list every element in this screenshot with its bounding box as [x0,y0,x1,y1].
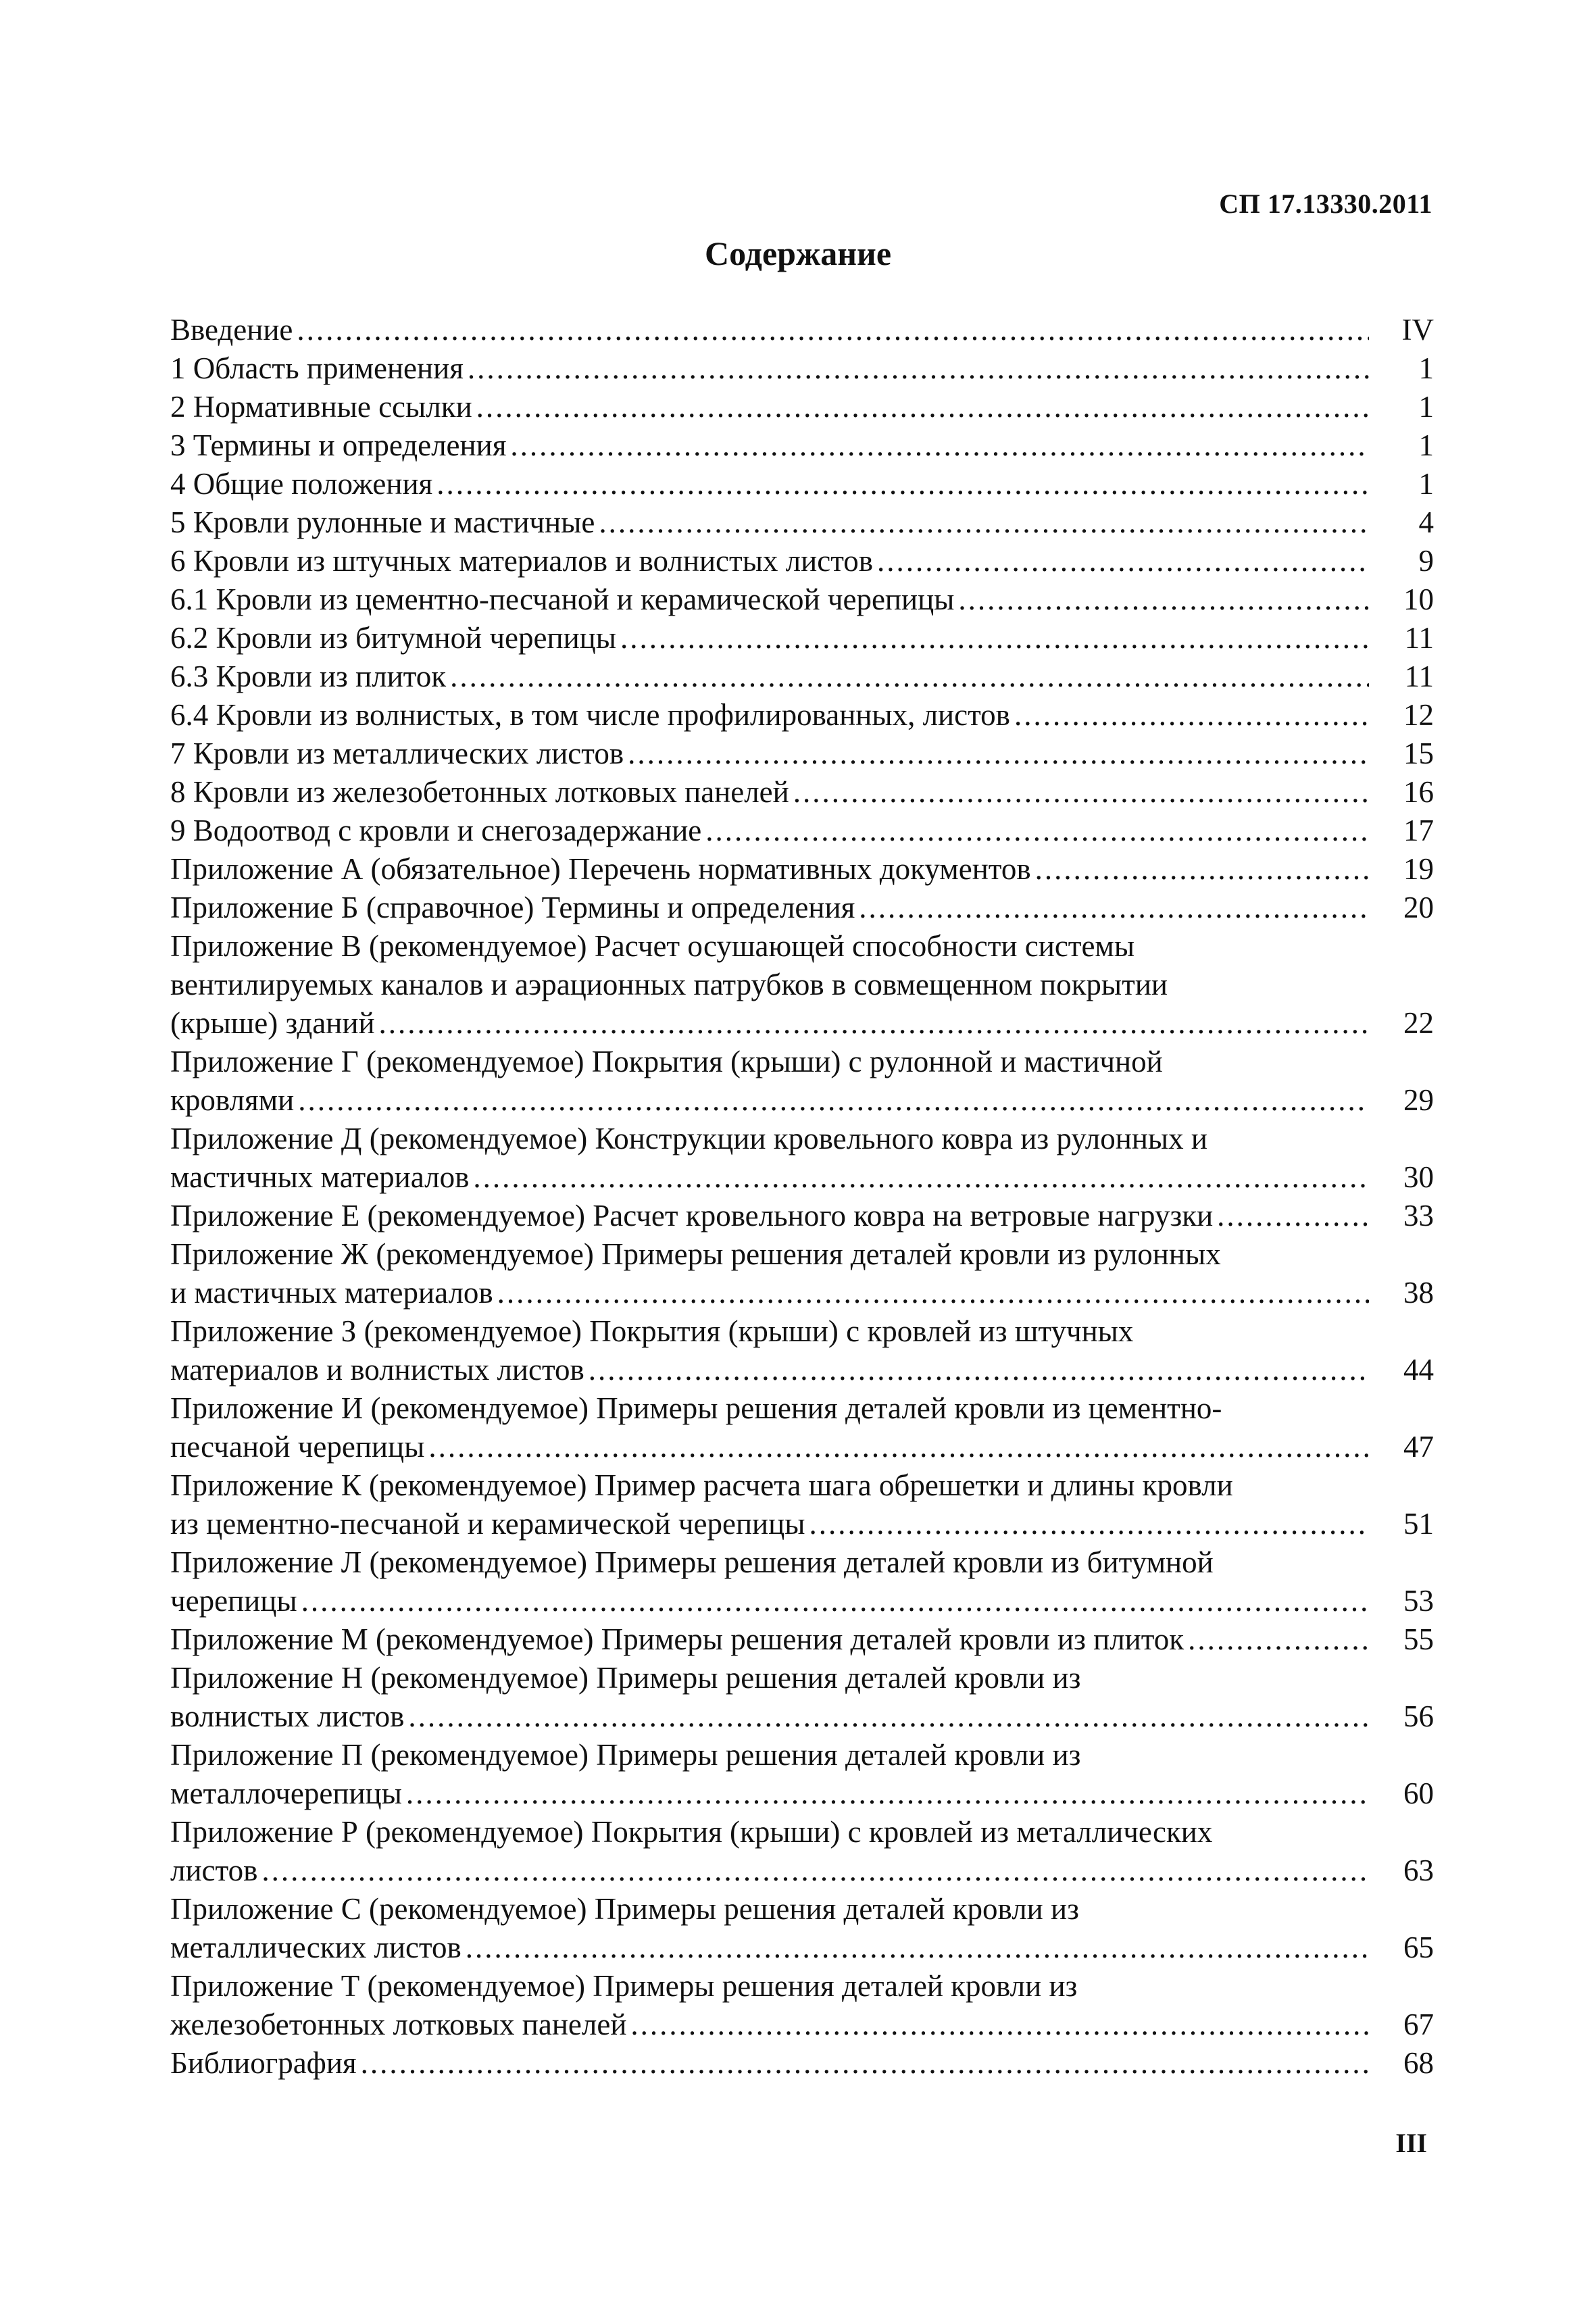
toc-entry-text: Введение [170,313,293,347]
toc-entry-text: и мастичных материалов [170,1276,493,1310]
toc-entry-text: 6.1 Кровли из цементно-песчаной и керамической черепицы [170,582,955,616]
table-of-contents [170,311,1434,2083]
toc-dot-leader [809,1505,1369,1543]
toc-entry-text: Приложение П (рекомендуемое) Примеры решения деталей кровли из [170,1738,1081,1772]
toc-dot-leader [301,1582,1369,1620]
toc-entry[interactable] [170,542,1434,580]
toc-dot-leader [261,1851,1369,1890]
toc-entry-text: вентилируемых каналов и аэрационных патрубков в совмещенном покрытии [170,968,1168,1001]
toc-entry-text: Приложение Е (рекомендуемое) Расчет кровельного ковра на ветровые нагрузки [170,1199,1214,1233]
toc-page-number: 19 [1403,852,1434,886]
toc-line [170,1928,1434,1967]
toc-page-number: 17 [1403,814,1434,847]
toc-entry-text: Приложение Д (рекомендуемое) Конструкции кровельного ковра из рулонных и [170,1122,1207,1155]
toc-entry-text: 5 Кровли рулонные и мастичные [170,505,595,539]
toc-entry[interactable] [170,2044,1434,2083]
toc-entry[interactable] [170,1389,1434,1466]
toc-line [170,696,1434,735]
toc-dot-leader [437,465,1369,503]
toc-page-number: 65 [1403,1931,1434,1964]
toc-dot-leader [510,426,1369,465]
toc-line [170,349,1434,388]
toc-entry-text: черепицы [170,1584,297,1618]
toc-entry-text: Приложение К (рекомендуемое) Пример расчета шага обрешетки и длины кровли [170,1468,1233,1502]
toc-entry-text: кровлями [170,1083,295,1117]
toc-line [170,1659,1434,1697]
toc-page-number: 68 [1403,2046,1434,2080]
toc-line [170,1389,1434,1428]
toc-page-number: 67 [1403,2008,1434,2041]
toc-dot-leader [497,1274,1369,1312]
toc-entry-text: 6 Кровли из штучных материалов и волнистых листов [170,544,874,578]
toc-entry-text: Приложение Т (рекомендуемое) Примеры решения деталей кровли из [170,1969,1078,2003]
toc-entry-text: Приложение И (рекомендуемое) Примеры решения деталей кровли из цементно- [170,1391,1222,1425]
toc-line [170,1004,1434,1043]
toc-dot-leader [705,812,1369,850]
toc-line [170,1312,1434,1351]
toc-page-number: 1 [1418,428,1434,462]
toc-entry-text: Приложение Ж (рекомендуемое) Примеры решения деталей кровли из рулонных [170,1237,1221,1271]
toc-line [170,1851,1434,1890]
toc-page-number: 55 [1403,1622,1434,1656]
toc-entry[interactable] [170,1736,1434,1813]
toc-line [170,465,1434,503]
toc-entry[interactable] [170,619,1434,657]
toc-page-number: 11 [1404,621,1434,655]
toc-line [170,657,1434,696]
toc-entry-text: песчаной черепицы [170,1430,425,1464]
toc-page-number: 29 [1403,1083,1434,1117]
toc-dot-leader [589,1351,1369,1389]
page-number: III [1395,2128,1427,2158]
toc-page-number: 60 [1403,1776,1434,1810]
toc-entry[interactable] [170,812,1434,850]
toc-entry-text: Приложение В (рекомендуемое) Расчет осушающей способности системы [170,929,1135,963]
toc-title: Содержание [704,234,892,272]
toc-page-number: 63 [1403,1853,1434,1887]
toc-line [170,1774,1434,1813]
toc-page-number: 22 [1403,1006,1434,1040]
toc-line [170,966,1434,1004]
toc-entry-text: материалов и волнистых листов [170,1353,584,1387]
toc-line [170,1081,1434,1120]
toc-entry-text: 1 Область применения [170,351,464,385]
toc-line [170,889,1434,927]
toc-entry[interactable] [170,426,1434,465]
toc-page-number: 10 [1403,582,1434,616]
toc-line [170,311,1434,349]
toc-dot-leader [428,1428,1369,1466]
toc-entry-text: Приложение Г (рекомендуемое) Покрытия (крыши) с рулонной и мастичной [170,1045,1163,1078]
toc-entry-text: 6.3 Кровли из плиток [170,659,447,693]
toc-dot-leader [628,735,1369,773]
toc-entry[interactable] [170,889,1434,927]
toc-dot-leader [630,2006,1369,2044]
toc-line [170,850,1434,889]
toc-line [170,735,1434,773]
toc-entry[interactable] [170,311,1434,349]
toc-entry[interactable] [170,735,1434,773]
toc-dot-leader [859,889,1369,927]
toc-line [170,1158,1434,1197]
toc-entry-text: (крыше) зданий [170,1006,375,1040]
toc-page-number: IV [1401,313,1434,347]
toc-entry-text: Приложение А (обязательное) Перечень нормативных документов [170,852,1031,886]
toc-line [170,1505,1434,1543]
toc-line [170,1428,1434,1466]
toc-entry-text: листов [170,1853,258,1887]
toc-entry-text: Приложение М (рекомендуемое) Примеры решения деталей кровли из плиток [170,1622,1184,1656]
toc-line [170,2044,1434,2083]
toc-line [170,542,1434,580]
toc-entry-text: Приложение Н (рекомендуемое) Примеры решения деталей кровли из [170,1661,1081,1695]
toc-line [170,1197,1434,1235]
toc-entry-text: 6.4 Кровли из волнистых, в том числе профилированных, листов [170,698,1010,732]
toc-entry[interactable] [170,1813,1434,1890]
toc-page-number: 11 [1404,659,1434,693]
toc-entry[interactable] [170,1120,1434,1197]
toc-dot-leader [473,1158,1369,1197]
toc-entry-text: мастичных материалов [170,1160,470,1194]
toc-entry[interactable] [170,927,1434,1043]
toc-page-number: 30 [1403,1160,1434,1194]
toc-line [170,1466,1434,1505]
toc-entry-text: железобетонных лотковых панелей [170,2008,627,2041]
toc-dot-leader [379,1004,1369,1043]
toc-page-number: 20 [1403,891,1434,924]
toc-entry[interactable] [170,1197,1434,1235]
toc-page-number: 38 [1403,1276,1434,1310]
toc-entry[interactable] [170,696,1434,735]
toc-dot-leader [408,1697,1369,1736]
toc-dot-leader [468,349,1369,388]
toc-entry-text: металлочерепицы [170,1776,402,1810]
toc-page-number: 1 [1418,467,1434,501]
toc-line [170,503,1434,542]
toc-dot-leader [297,311,1369,349]
toc-page-number: 44 [1403,1353,1434,1387]
toc-entry-text: 6.2 Кровли из битумной черепицы [170,621,616,655]
toc-entry-text: 2 Нормативные ссылки [170,390,472,424]
toc-page-number: 9 [1418,544,1434,578]
toc-line [170,1120,1434,1158]
toc-line [170,1235,1434,1274]
toc-entry-text: 9 Водоотвод с кровли и снегозадержание [170,814,702,847]
toc-line [170,1582,1434,1620]
toc-line [170,2006,1434,2044]
toc-entry[interactable] [170,773,1434,812]
toc-dot-leader [793,773,1369,812]
toc-page-number: 1 [1418,351,1434,385]
toc-entry[interactable] [170,1620,1434,1659]
toc-entry[interactable] [170,1466,1434,1543]
toc-entry-text: Приложение Л (рекомендуемое) Примеры решения деталей кровли из битумной [170,1545,1214,1579]
toc-line [170,388,1434,426]
toc-entry-text: Приложение Б (справочное) Термины и определения [170,891,855,924]
toc-line [170,1890,1434,1928]
toc-page-number: 47 [1403,1430,1434,1464]
toc-entry[interactable] [170,1967,1434,2044]
document-code: СП 17.13330.2011 [1219,189,1432,219]
toc-entry[interactable] [170,1312,1434,1389]
toc-dot-leader [599,503,1369,542]
toc-entry-text: Библиография [170,2046,357,2080]
toc-page-number: 51 [1403,1507,1434,1541]
toc-entry-text: 3 Термины и определения [170,428,507,462]
toc-line [170,1274,1434,1312]
toc-entry[interactable] [170,1543,1434,1620]
toc-dot-leader [1035,850,1369,889]
toc-line [170,927,1434,966]
toc-dot-leader [620,619,1369,657]
toc-entry-text: волнистых листов [170,1699,405,1733]
toc-line [170,1543,1434,1582]
toc-dot-leader [361,2044,1369,2083]
toc-entry[interactable] [170,503,1434,542]
toc-dot-leader [450,657,1369,696]
toc-page-number: 16 [1403,775,1434,809]
toc-line [170,773,1434,812]
toc-line [170,1351,1434,1389]
toc-line [170,426,1434,465]
toc-page-number: 4 [1418,505,1434,539]
toc-entry-text: Приложение З (рекомендуемое) Покрытия (крыши) с кровлей из штучных [170,1314,1134,1348]
toc-dot-leader [1188,1620,1369,1659]
toc-entry[interactable] [170,850,1434,889]
toc-dot-leader [877,542,1369,580]
toc-dot-leader [1217,1197,1369,1235]
toc-entry-text: из цементно-песчаной и керамической черепицы [170,1507,805,1541]
toc-line [170,1620,1434,1659]
toc-entry[interactable] [170,349,1434,388]
toc-page-number: 12 [1403,698,1434,732]
toc-page-number: 56 [1403,1699,1434,1733]
toc-page-number: 53 [1403,1584,1434,1618]
toc-dot-leader [958,580,1369,619]
toc-page-number: 15 [1403,737,1434,770]
toc-page-number: 33 [1403,1199,1434,1233]
toc-entry-text: 7 Кровли из металлических листов [170,737,624,770]
toc-dot-leader [1014,696,1369,735]
toc-dot-leader [406,1774,1369,1813]
toc-line [170,1813,1434,1851]
toc-entry[interactable] [170,657,1434,696]
toc-line [170,1043,1434,1081]
toc-entry[interactable] [170,580,1434,619]
toc-line [170,812,1434,850]
toc-entry[interactable] [170,465,1434,503]
toc-entry-text: 8 Кровли из железобетонных лотковых панелей [170,775,789,809]
toc-entry-text: Приложение С (рекомендуемое) Примеры решения деталей кровли из [170,1892,1079,1926]
toc-entry[interactable] [170,388,1434,426]
toc-line [170,1967,1434,2006]
toc-page-number: 1 [1418,390,1434,424]
toc-dot-leader [298,1081,1369,1120]
toc-entry-text: Приложение Р (рекомендуемое) Покрытия (крыши) с кровлей из металлических [170,1815,1213,1849]
toc-line [170,580,1434,619]
toc-dot-leader [476,388,1369,426]
toc-line [170,1736,1434,1774]
toc-entry-text: 4 Общие положения [170,467,433,501]
toc-entry[interactable] [170,1890,1434,1967]
toc-line [170,1697,1434,1736]
toc-entry[interactable] [170,1659,1434,1736]
toc-entry-text: металлических листов [170,1931,462,1964]
toc-line [170,619,1434,657]
toc-dot-leader [466,1928,1369,1967]
toc-entry[interactable] [170,1235,1434,1312]
toc-entry[interactable] [170,1043,1434,1120]
